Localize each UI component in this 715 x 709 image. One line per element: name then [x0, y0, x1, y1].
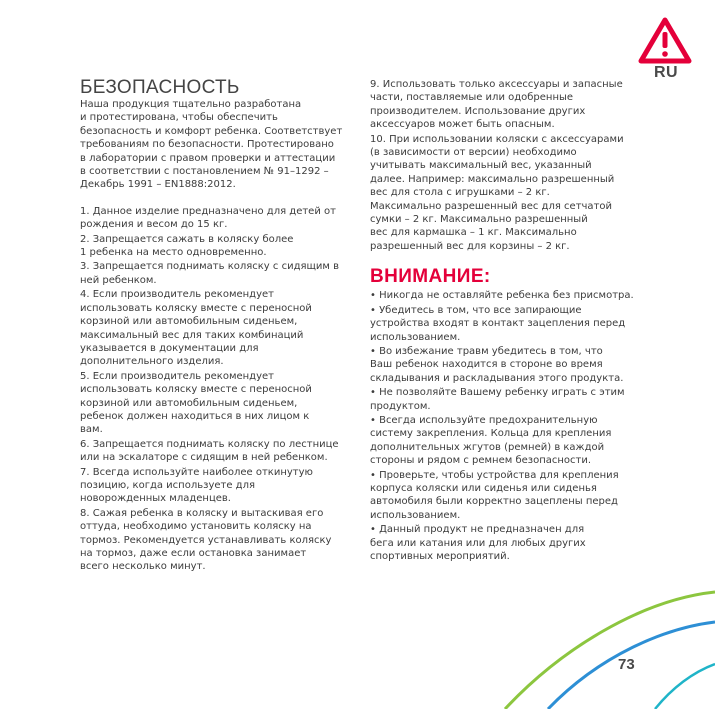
safety-title: БЕЗОПАСНОСТЬ [80, 77, 240, 98]
left-column [80, 78, 355, 575]
safety-item: 3. Запрещается поднимать коляску с сидящим в ней ребенком. [80, 261, 340, 286]
warning-list [370, 289, 652, 563]
page-number: 73 [618, 656, 635, 673]
right-column [370, 78, 652, 564]
language-code: RU [653, 64, 679, 81]
teal-curve [655, 664, 715, 709]
safety-item: 8. Сажая ребенка в коляску и вытаскивая его оттуда, необходимо установить коляску на тормоз. Рекомендуется устанавливать коляску на тормоз, даже если остановка занимает всего несколько минут. [80, 507, 332, 573]
safety-item: 9. Использовать только аксессуары и запасные части, поставляемые или одобренные производителем. Использование других аксессуаров может быть опасным. [370, 79, 623, 131]
warning-item: • Всегда используйте предохранительную систему закрепления. Кольца для крепления дополнительных жгутов (ремней) в каждой стороны и рядом с ремнем безопасности. [370, 414, 612, 467]
warning-item: • Проверьте, чтобы устройства для крепления корпуса коляски или сиденья или сиденья автомобиля были корректно зацеплены перед использованием. [370, 469, 619, 521]
warning-item: • Не позволяйте Вашему ребенку играть с этим продуктом. [370, 387, 625, 412]
safety-item: 7. Всегда используйте наиболее откинутую позицию, когда используете для новорожденных младенцев. [80, 466, 313, 505]
warning-item: • Убедитесь в том, что все запирающие устройства входят в контакт зацепления перед использованием. [370, 304, 626, 343]
safety-item: 6. Запрещается поднимать коляску по лестнице или на эскалаторе с сидящим в ней ребенком. [80, 438, 339, 464]
safety-item: 1. Данное изделие предназначено для детей от рождения и весом до 15 кг. [80, 205, 336, 231]
safety-list-continued [370, 78, 652, 253]
safety-item: 4. Если производитель рекомендует использовать коляску вместе с переносной корзиной или автомобильным сиденьем, максимальный вес для таких комбинаций указывается в документации для дополнительного изделия. [80, 289, 312, 368]
warning-title: ВНИМАНИЕ: [370, 266, 491, 288]
warning-item: • Никогда не оставляйте ребенка без присмотра. [370, 290, 634, 302]
warning-item: • Во избежание травм убедитесь в том, что Ваш ребенок находится в стороне во время складывания и раскладывания этого продукта. [370, 345, 624, 384]
safety-item: 2. Запрещается сажать в коляску более 1 ребенка на место одновременно. [80, 233, 294, 259]
green-curve [505, 592, 715, 709]
safety-list [80, 205, 355, 574]
safety-item: 10. При использовании коляски с аксессуарами (в зависимости от версии) необходимо учитывать максимальный вес, указанный далее. Например: максимально разрешенный вес для стола с игрушками – 2 кг. Максимально разрешенный вес для сетчатой сумки – 2 кг. Максимально разрешенный вес для кармашка – 1 кг. Максимально разрешенный вес для корзины – 2 кг. [370, 133, 624, 252]
safety-item: 5. Если производитель рекомендует использовать коляску вместе с переносной корзиной или автомобильным сиденьем, ребенок должен находиться в них лицом к вам. [80, 370, 312, 436]
spacer [80, 192, 355, 205]
warning-triangle-icon [637, 16, 693, 66]
safety-intro: Наша продукция тщательно разработана и протестирована, чтобы обеспечить безопасность и комфорт ребенка. Соответствует требованиям по безопасности. Протестировано в лаборатории с правом проверки и аттестации в соответствии с постановлением № 91–1292 – Декабрь 1991 – EN1888:2012. [80, 99, 343, 191]
warning-item: • Данный продукт не предназначен для бега или катания или для любых других спортивных мероприятий. [370, 524, 586, 562]
